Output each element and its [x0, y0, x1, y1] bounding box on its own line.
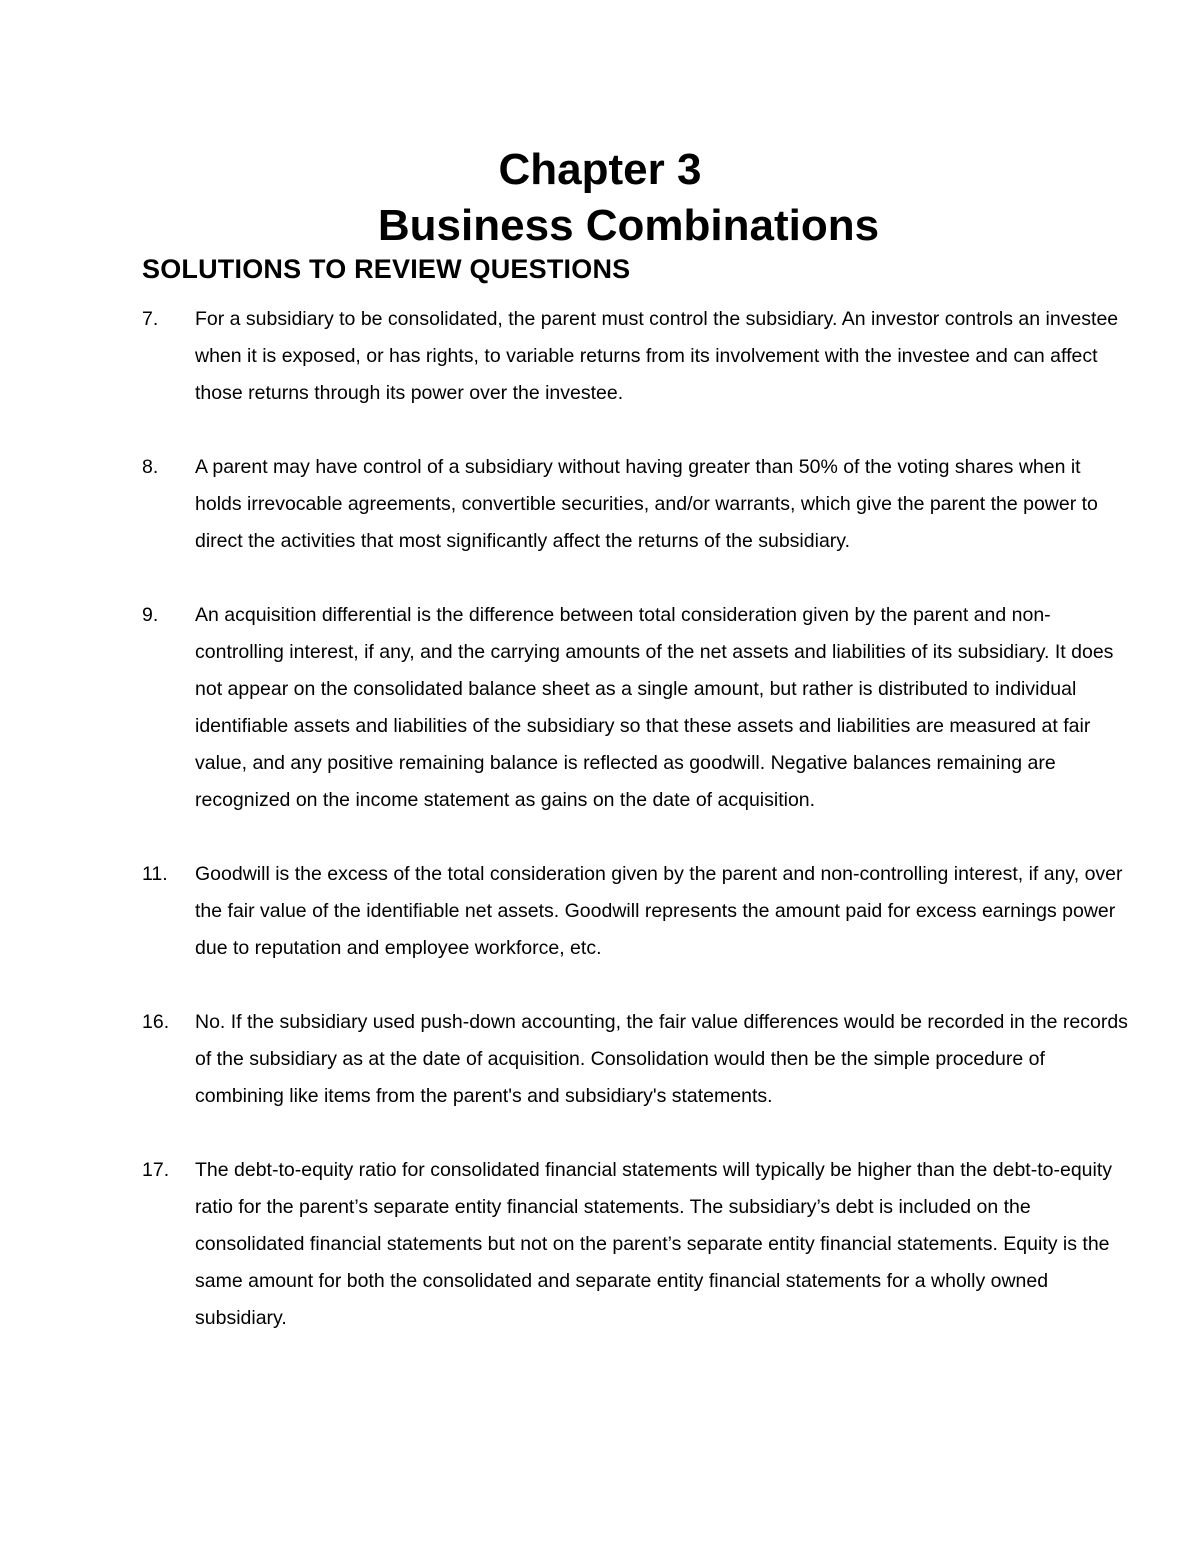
question-item-11 — [142, 856, 1132, 967]
question-answer: For a subsidiary to be consolidated, the parent must control the subsidiary. An investor controls an investee when it is exposed, or has rights, to variable returns from its involvement with the investee and can affect those returns through its power over the investee. — [195, 308, 1119, 404]
question-answer: The debt-to-equity ratio for consolidated financial statements will typically be higher than the debt-to-equity ratio for the parent’s separate entity financial statements. The subsidiary’s debt is included on the consolidated financial statements but not on the parent’s separate entity financial statements. Equity is the same amount for both the consolidated and separate entity financial statements for a wholly owned subsidiary. — [195, 1159, 1113, 1329]
section-heading: SOLUTIONS TO REVIEW QUESTIONS — [142, 254, 631, 284]
question-item-8 — [142, 449, 1132, 560]
question-number: 9. — [142, 604, 159, 626]
paragraph-gap — [142, 967, 1132, 1004]
paragraph-gap — [142, 819, 1132, 856]
question-answer: A parent may have control of a subsidiary without having greater than 50% of the voting shares when it holds irrevocable agreements, convertible securities, and/or warrants, which give the parent the power to direct the activities that most significantly affect the returns of the subsidiary. — [195, 456, 1098, 552]
chapter-title: Chapter 3 — [498, 145, 702, 194]
question-number: 8. — [142, 456, 159, 478]
review-questions-list — [142, 301, 1132, 1337]
paragraph-gap — [142, 560, 1132, 597]
question-item-7 — [142, 301, 1132, 412]
question-item-9 — [142, 597, 1132, 819]
paragraph-gap — [142, 1115, 1132, 1152]
question-item-17 — [142, 1152, 1132, 1337]
question-number: 16. — [142, 1011, 170, 1033]
question-item-16 — [142, 1004, 1132, 1115]
chapter-subtitle: Business Combinations — [377, 201, 880, 250]
question-number: 7. — [142, 308, 159, 330]
question-answer: An acquisition differential is the difference between total consideration given by the parent and non-controlling interest, if any, and the carrying amounts of the net assets and liabilities of its subsidiary. It does not appear on the consolidated balance sheet as a single amount, but rather is distributed to individual identifiable assets and liabilities of the subsidiary so that these assets and liabilities are measured at fair value, and any positive remaining balance is reflected as goodwill. Negative balances remaining are recognized on the income statement as gains on the date of acquisition. — [195, 604, 1114, 811]
question-answer: Goodwill is the excess of the total consideration given by the parent and non-controlling interest, if any, over the fair value of the identifiable net assets. Goodwill represents the amount paid for excess earnings power due to reputation and employee workforce, etc. — [195, 863, 1123, 959]
question-number: 17. — [142, 1159, 170, 1181]
question-answer: No. If the subsidiary used push-down accounting, the fair value differences would be recorded in the records of the subsidiary as at the date of acquisition. Consolidation would then be the simple procedure of combining like items from the parent's and subsidiary's statements. — [195, 1011, 1128, 1107]
question-number: 11. — [142, 863, 168, 885]
paragraph-gap — [142, 412, 1132, 449]
